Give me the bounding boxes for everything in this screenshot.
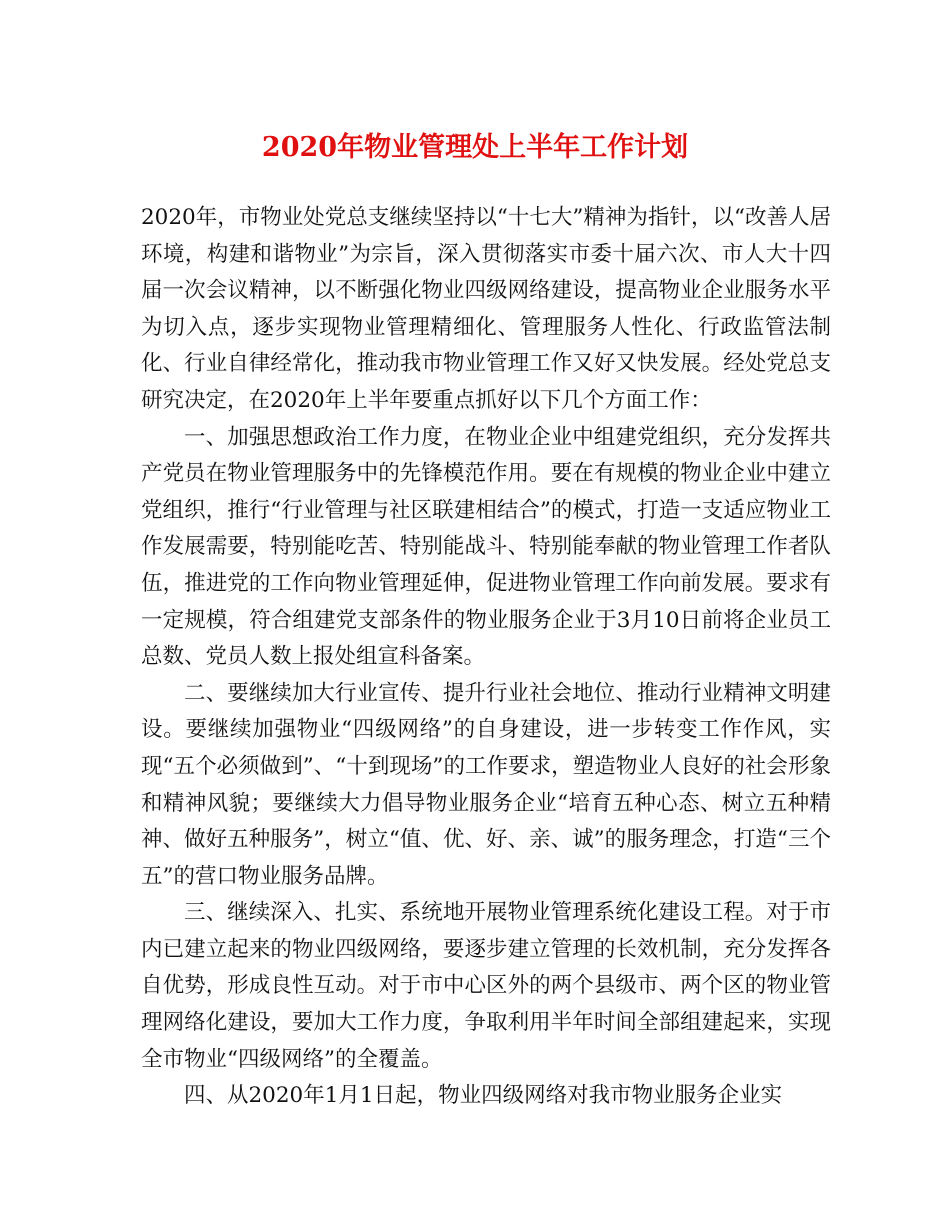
paragraph-item-4: 四、从2020年1月1日起，物业四级网络对我市物业服务企业实 — [184, 1083, 783, 1109]
document-body — [141, 200, 831, 1115]
paragraph-item-2: 二、要继续加大行业宣传、提升行业社会地位、推动行业精神文明建设。要继续加强物业“四级网络”的自身建设，进一步转变工作作风，实现“五个必须做到”、“十到现场”的工作要求，塑造物业人良好的社会形象和精神风貌；要继续大力倡导物业服务企业“培育五种心态、树立五种精神、做好五种服务”，树立“值、优、好、亲、诚”的服务理念，打造“三个五”的营口物业服务品牌。 — [141, 680, 831, 889]
document-title: 2020年物业管理处上半年工作计划 — [261, 132, 689, 163]
paragraph-intro: 2020年，市物业处党总支继续坚持以“十七大”精神为指针，以“改善人居环境，构建和谐物业”为宗旨，深入贯彻落实市委十届六次、市人大十四届一次会议精神，以不断强化物业四级网络建设，提高物业企业服务水平为切入点，逐步实现物业管理精细化、管理服务人性化、行政监管法制化、行业自律经常化，推动我市物业管理工作又好又快发展。经处党总支研究决定，在2020年上半年要重点抓好以下几个方面工作： — [141, 205, 831, 413]
paragraph-item-1: 一、加强思想政治工作力度，在物业企业中组建党组织，充分发挥共产党员在物业管理服务中的先锋模范作用。要在有规模的物业企业中建立党组织，推行“行业管理与社区联建相结合”的模式，打造一支适应物业工作发展需要，特别能吃苦、特别能战斗、特别能奉献的物业管理工作者队伍，推进党的工作向物业管理延伸，促进物业管理工作向前发展。要求有一定规模，符合组建党支部条件的物业服务企业于3月10日前将企业员工总数、党员人数上报处组宣科备案。 — [141, 424, 831, 670]
paragraph-item-3: 三、继续深入、扎实、系统地开展物业管理系统化建设工程。对于市内已建立起来的物业四级网络，要逐步建立管理的长效机制，充分发挥各自优势，形成良性互动。对于市中心区外的两个县级市、两个区的物业管理网络化建设，要加大工作力度，争取利用半年时间全部组建起来，实现全市物业“四级网络”的全覆盖。 — [141, 900, 831, 1072]
